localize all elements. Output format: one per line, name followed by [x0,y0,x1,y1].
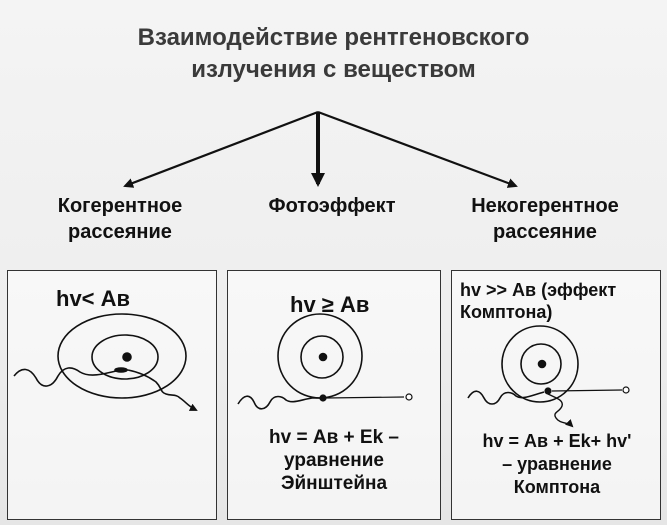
nucleus-dot [539,361,546,368]
title-line-1: Взаимодействие рентгеновского [137,24,530,51]
atom-photoeffect [238,314,412,409]
condition-compton: hv >> Ав (эффект Комптона) [460,280,617,322]
nucleus-dot [320,354,327,361]
equation-compton: hv = Ав + Ek+ hv' – уравнение Комптона [482,431,632,497]
scattered-photon-wave [548,394,572,426]
title-line-2: излучения с веществом [191,56,476,83]
branch-incoherent-scattering: Некогерентное рассеяние [471,195,619,243]
recoil-electron-circle [623,387,629,393]
branch-photoeffect: Фотоэффект [268,195,396,217]
atom-coherent [14,314,196,410]
electron-dot [545,388,551,394]
equation-einstein: hv = Ав + Ek – уравнение Эйнштейна [269,427,399,494]
atom-compton [468,326,629,426]
electron-dot [320,395,326,401]
scattered-photon-wave [128,370,196,410]
recoil-electron-path [552,390,622,391]
nucleus-dot [123,353,131,361]
condition-coherent: hv< Ав [56,286,131,311]
incoming-photon-wave [238,396,322,409]
condition-photoeffect: hv ≥ Ав [290,292,370,317]
branch-coherent-scattering: Когерентное рассеяние [57,195,183,243]
ejected-electron-path [326,397,404,398]
photoelectron-circle [406,394,412,400]
